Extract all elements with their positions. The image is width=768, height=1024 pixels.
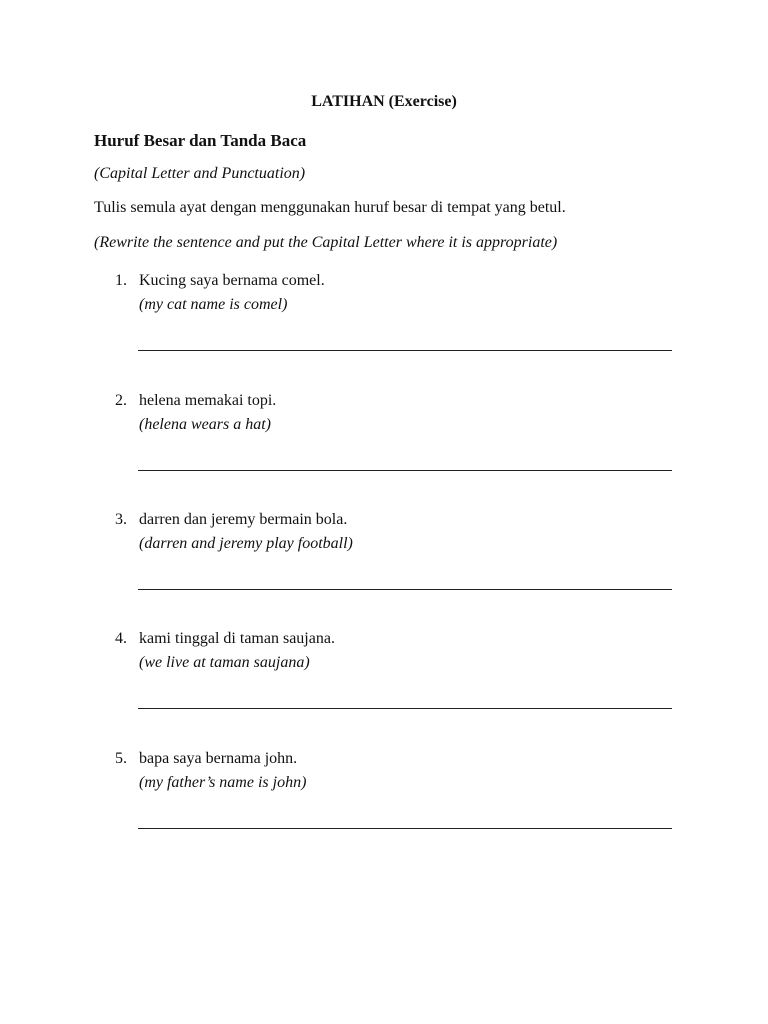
item-sentence: bapa saya bernama john. [139,750,298,767]
answer-line[interactable] [138,470,672,471]
exercise-item-1 [115,272,675,372]
item-translation: (my cat name is comel) [139,296,288,313]
answer-line[interactable] [138,589,672,590]
section-heading: Huruf Besar dan Tanda Baca [94,131,307,150]
item-number: 5. [115,750,127,767]
exercise-item-3 [115,511,675,611]
answer-line[interactable] [138,828,672,829]
instruction-text: Tulis semula ayat dengan menggunakan huruf besar di tempat yang betul. [94,199,566,216]
item-sentence: helena memakai topi. [139,392,277,409]
item-number: 4. [115,630,127,647]
answer-line[interactable] [138,708,672,709]
item-sentence: Kucing saya bernama comel. [139,272,325,289]
instruction-translation: (Rewrite the sentence and put the Capital Letter where it is appropriate) [94,234,558,251]
item-translation: (darren and jeremy play football) [139,535,353,552]
item-sentence: kami tinggal di taman saujana. [139,630,335,647]
section-subheading: (Capital Letter and Punctuation) [94,165,306,182]
exercise-item-2 [115,392,675,492]
item-translation: (we live at taman saujana) [139,654,310,671]
item-number: 2. [115,392,127,409]
item-sentence: darren dan jeremy bermain bola. [139,511,348,528]
exercise-item-4 [115,630,675,730]
answer-line[interactable] [138,350,672,351]
exercise-item-5 [115,750,675,850]
item-number: 1. [115,272,127,289]
item-translation: (helena wears a hat) [139,416,271,433]
item-number: 3. [115,511,127,528]
page-title: LATIHAN (Exercise) [311,93,457,110]
item-translation: (my father’s name is john) [139,774,307,791]
